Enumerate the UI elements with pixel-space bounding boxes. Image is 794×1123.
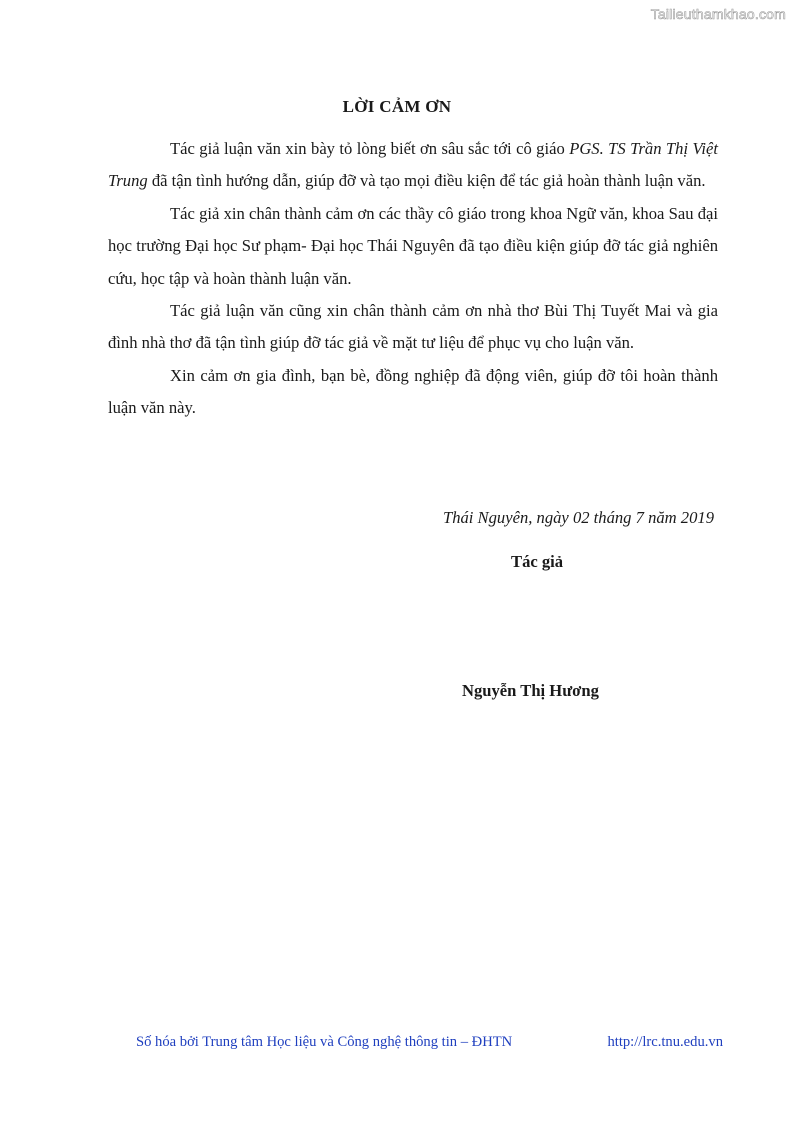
footer-url: http://lrc.tnu.edu.vn: [607, 1034, 723, 1050]
supervisor-name: PGS. TS Trần Thị Việt Trung: [108, 139, 718, 191]
author-name: Nguyễn Thị Hương: [462, 681, 599, 700]
date-line: Thái Nguyên, ngày 02 tháng 7 năm 2019: [442, 508, 714, 527]
acknowledgement-body: [108, 133, 718, 425]
paragraph-3: Tác giả luận văn cũng xin chân thành cảm ơn nhà thơ Bùi Thị Tuyết Mai và gia đình nhà thơ đã tận tình giúp đỡ tác giả về mặt tư liệu để phục vụ cho luận văn.: [108, 301, 718, 353]
paragraph-2: Tác giả xin chân thành cảm ơn các thầy cô giáo trong khoa Ngữ văn, khoa Sau đại học trường Đại học Sư phạm- Đại học Thái Nguyên đã tạo điều kiện giúp đỡ tác giả nghiên cứu, học tập và hoàn thành luận văn.: [108, 203, 718, 288]
footer-credit: Số hóa bởi Trung tâm Học liệu và Công nghệ thông tin – ĐHTN: [136, 1034, 513, 1050]
page-title: LỜI CẢM ƠN: [342, 97, 452, 116]
author-label: Tác giả: [511, 552, 564, 571]
watermark: Tailieuthamkhao.com: [650, 6, 786, 22]
paragraph-1: [108, 133, 718, 198]
paragraph-1-tail: đã tận tình hướng dẫn, giúp đỡ và tạo mọi điều kiện để tác giả hoàn thành luận văn.: [147, 171, 706, 191]
paragraph-1-lead: Tác giả luận văn xin bày tỏ lòng biết ơn sâu sắc tới cô giáo: [170, 139, 570, 158]
paragraph-4: Xin cảm ơn gia đình, bạn bè, đồng nghiệp đã động viên, giúp đỡ tôi hoàn thành luận văn này.: [108, 365, 718, 418]
